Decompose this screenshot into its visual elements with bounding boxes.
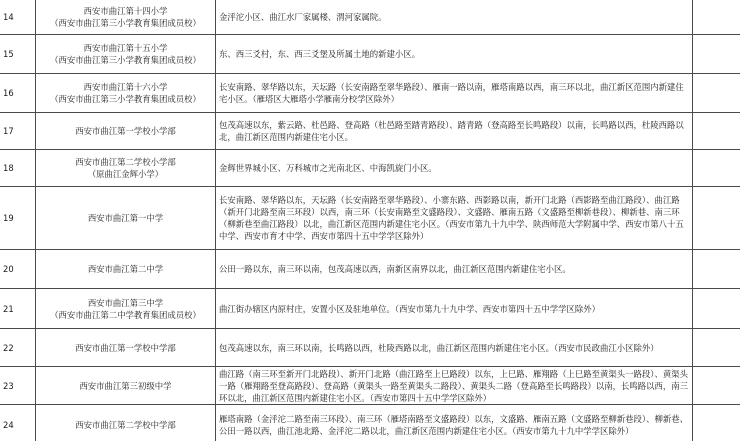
- row-number-cell: 23: [0, 367, 36, 405]
- row-number-cell: 17: [0, 113, 36, 150]
- table-row: [0, 367, 740, 405]
- school-name-cell: 西安市曲江第一学校中学部: [36, 329, 216, 367]
- row-number-cell: 21: [0, 289, 36, 329]
- empty-cell: [693, 113, 740, 150]
- school-name-cell: 西安市曲江第二中学: [36, 250, 216, 289]
- district-area-cell: 东、西三爻村，东、西三爻堡及所属土地的新建小区。: [216, 35, 693, 74]
- table-row: [0, 35, 740, 74]
- table-row: [0, 0, 740, 35]
- district-area-cell: 长安南路、翠华路以东，天坛路（长安南路至翠华路段）、雁南一路以南，雁塔南路以西，南三环以北，曲江新区范围内新建住宅小区。（雁塔区大雁塔小学雁南分校学区除外）: [216, 74, 693, 113]
- district-area-cell: 金辉世界城小区、万科城市之光南北区、中海凯旋门小区。: [216, 150, 693, 187]
- row-number-cell: 16: [0, 74, 36, 113]
- district-area-cell: 雁塔南路（金泘沱二路至南三环段）、南三环（雁塔南路至文盛路段）以东，文盛路、雁南五路（文盛路至柳新巷段）、柳新巷、公田一路以西，曲江池北路、金泘沱二路以北，曲江新区范围内新建住宅小区。（西安市第九十九中学学区除外）: [216, 405, 693, 441]
- district-area-cell: 公田一路以东，南三环以南，包茂高速以西，南新区南界以北，曲江新区范围内新建住宅小区。: [216, 250, 693, 289]
- table-row: [0, 405, 740, 441]
- table-row: [0, 113, 740, 150]
- empty-cell: [693, 0, 740, 35]
- school-name-cell: 西安市曲江第二学校小学部 （原曲江金辉小学）: [36, 150, 216, 187]
- table-row: [0, 289, 740, 329]
- empty-cell: [693, 35, 740, 74]
- row-number-cell: 15: [0, 35, 36, 74]
- empty-cell: [693, 150, 740, 187]
- empty-cell: [693, 289, 740, 329]
- row-number-cell: 20: [0, 250, 36, 289]
- table-row: [0, 74, 740, 113]
- empty-cell: [693, 405, 740, 441]
- table-row: [0, 150, 740, 187]
- row-number-cell: 24: [0, 405, 36, 441]
- row-number-cell: 22: [0, 329, 36, 367]
- row-number-cell: 14: [0, 0, 36, 35]
- school-name-cell: 西安市曲江第十六小学 （西安市曲江第三小学教育集团成员校）: [36, 74, 216, 113]
- school-name-cell: 西安市曲江第一学校小学部: [36, 113, 216, 150]
- school-name-cell: 西安市曲江第三中学 （西安市曲江第二中学教育集团成员校）: [36, 289, 216, 329]
- district-area-cell: 金泘沱小区、曲江水厂家属楼、渭河家属院。: [216, 0, 693, 35]
- empty-cell: [693, 250, 740, 289]
- school-name-cell: 西安市曲江第三初级中学: [36, 367, 216, 405]
- school-name-cell: 西安市曲江第十五小学 （西安市曲江第三小学教育集团成员校）: [36, 35, 216, 74]
- table-row: [0, 329, 740, 367]
- district-area-cell: 长安南路、翠华路以东，天坛路（长安南路至翠华路段）、小寨东路、西影路以南，新开门北路（西影路至曲江路段）、曲江路（新开门北路至南三环段）以西，南三环（长安南路至文盛路段）、文盛路、雁南五路（文盛路至柳新巷段）、柳新巷、南三环（柳新巷至曲江路段）以北，曲江新区范围内新建住宅小区。（西安市第九十九中学、陕西师范大学附属中学、西安市第八十五中学、西安市育才中学、西安市第四十五中学学区除外）: [216, 187, 693, 250]
- empty-cell: [693, 329, 740, 367]
- empty-cell: [693, 187, 740, 250]
- school-name-cell: 西安市曲江第一中学: [36, 187, 216, 250]
- district-area-cell: 曲江路（南三环至新开门北路段）、新开门北路（曲江路至上巳路段）以东，上巳路、雁翔路（上巳路至黄渠头一路段）、黄渠头一路（雁翔路至登高路段）、登高路（黄渠头一路至黄渠头二路段）、黄渠头二路（登高路至长鸣路段）以南，长鸣路以西，南三环以北，曲江新区范围内新建住宅小区。（西安市第四十五中学学区除外）: [216, 367, 693, 405]
- empty-cell: [693, 367, 740, 405]
- district-area-cell: 包茂高速以东，紫云路、杜邑路、登高路（杜邑路至踏青路段）、踏青路（登高路至长鸣路段）以南，长鸣路以西，杜陵西路以北，曲江新区范围内新建住宅小区。: [216, 113, 693, 150]
- school-name-cell: 西安市曲江第十四小学 （西安市曲江第三小学教育集团成员校）: [36, 0, 216, 35]
- table-row: [0, 250, 740, 289]
- row-number-cell: 18: [0, 150, 36, 187]
- table-row: [0, 187, 740, 250]
- district-area-cell: 曲江街办辖区内原村庄，安置小区及驻地单位。（西安市第九十九中学、西安市第四十五中学学区除外）: [216, 289, 693, 329]
- empty-cell: [693, 74, 740, 113]
- school-name-cell: 西安市曲江第二学校中学部: [36, 405, 216, 441]
- row-number-cell: 19: [0, 187, 36, 250]
- district-area-cell: 包茂高速以东，南三环以南，长鸣路以西，杜陵西路以北，曲江新区范围内新建住宅小区。（西安市民政曲江小区除外）: [216, 329, 693, 367]
